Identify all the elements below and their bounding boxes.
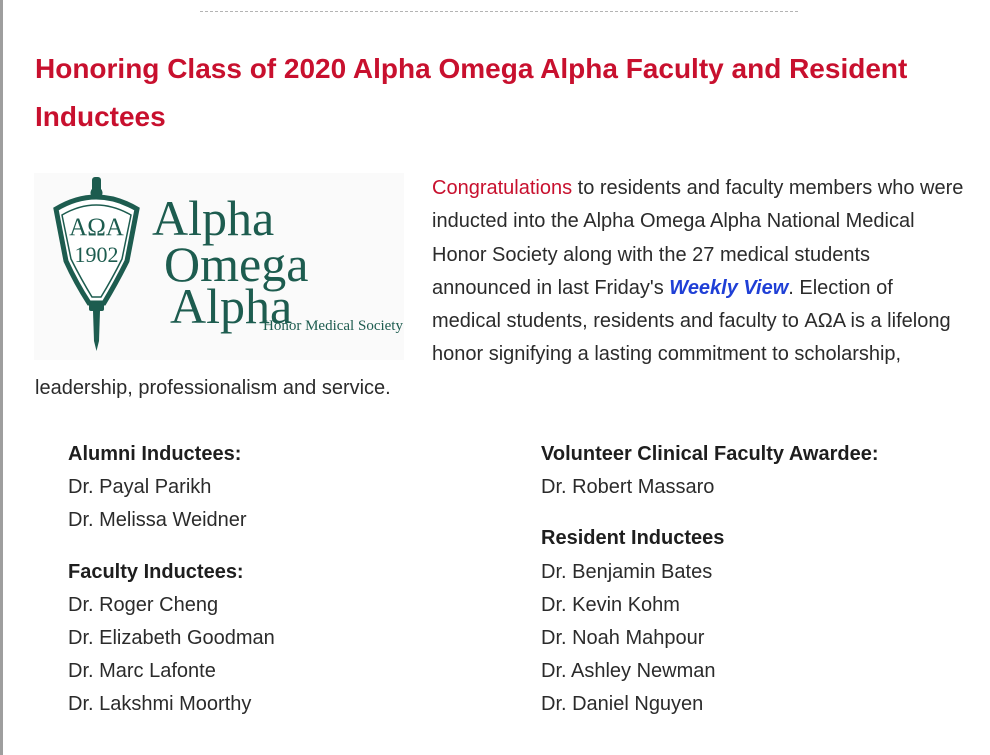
inductee-name: Dr. Kevin Kohm — [541, 593, 680, 616]
left-border — [0, 0, 3, 755]
alumni-inductees-heading: Alumni Inductees: — [68, 443, 242, 465]
congratulations-text: Congratulations — [432, 177, 573, 199]
inductee-name: Dr. Roger Cheng — [68, 593, 219, 616]
inductee-name: Dr. Elizabeth Goodman — [68, 627, 275, 650]
logo-year: 1902 — [74, 242, 119, 267]
article-title: Honoring Class of 2020 Alpha Omega Alpha Faculty and Resident Inductees — [35, 53, 908, 132]
inductees-left-column — [68, 438, 488, 722]
inductee-name: Dr. Ashley Newman — [541, 660, 716, 683]
logo-float-spacer — [35, 172, 432, 369]
inductee-name: Dr. Payal Parikh — [68, 476, 212, 499]
inductee-name: Dr. Lakshmi Moorthy — [68, 693, 252, 716]
logo-greek-letters: ΑΩΑ — [69, 214, 124, 241]
volunteer-faculty-group — [541, 438, 971, 504]
inductee-name: Dr. Noah Mahpour — [541, 627, 705, 650]
alumni-inductees-group — [68, 438, 488, 538]
inductee-name: Dr. Daniel Nguyen — [541, 693, 704, 716]
inductees-right-column — [541, 438, 971, 722]
resident-inductees-heading: Resident Inductees — [541, 527, 725, 550]
logo-word-alpha-2: Alpha — [170, 278, 293, 334]
faculty-inductees-group — [68, 556, 488, 722]
logo-word-omega: Omega — [164, 236, 309, 292]
inductee-name: Dr. Marc Lafonte — [68, 660, 216, 683]
intro-paragraph — [35, 172, 965, 405]
inductee-name: Dr. Benjamin Bates — [541, 560, 713, 583]
intro-text-part-2: . Election of medical students, residents and faculty to ΑΩΑ is a lifelong honor signifying a lasting commitment to scholarship, leadership, professionalism and service. — [35, 276, 951, 399]
faculty-inductees-heading: Faculty Inductees: — [68, 560, 244, 583]
intro-text-part-1: to residents and faculty members who were inducted into the Alpha Omega Alpha National Medical Honor Society along with the 27 medical students announced in last Friday's — [432, 177, 964, 299]
logo-word-alpha-1: Alpha — [152, 190, 275, 246]
top-divider — [200, 11, 798, 12]
weekly-view-link[interactable]: Weekly View — [669, 276, 789, 299]
logo-tagline: Honor Medical Society — [263, 318, 403, 334]
inductee-name: Dr. Robert Massaro — [541, 476, 715, 499]
volunteer-faculty-heading: Volunteer Clinical Faculty Awardee: — [541, 443, 879, 465]
inductee-name: Dr. Melissa Weidner — [68, 509, 247, 532]
resident-inductees-group — [541, 522, 971, 721]
